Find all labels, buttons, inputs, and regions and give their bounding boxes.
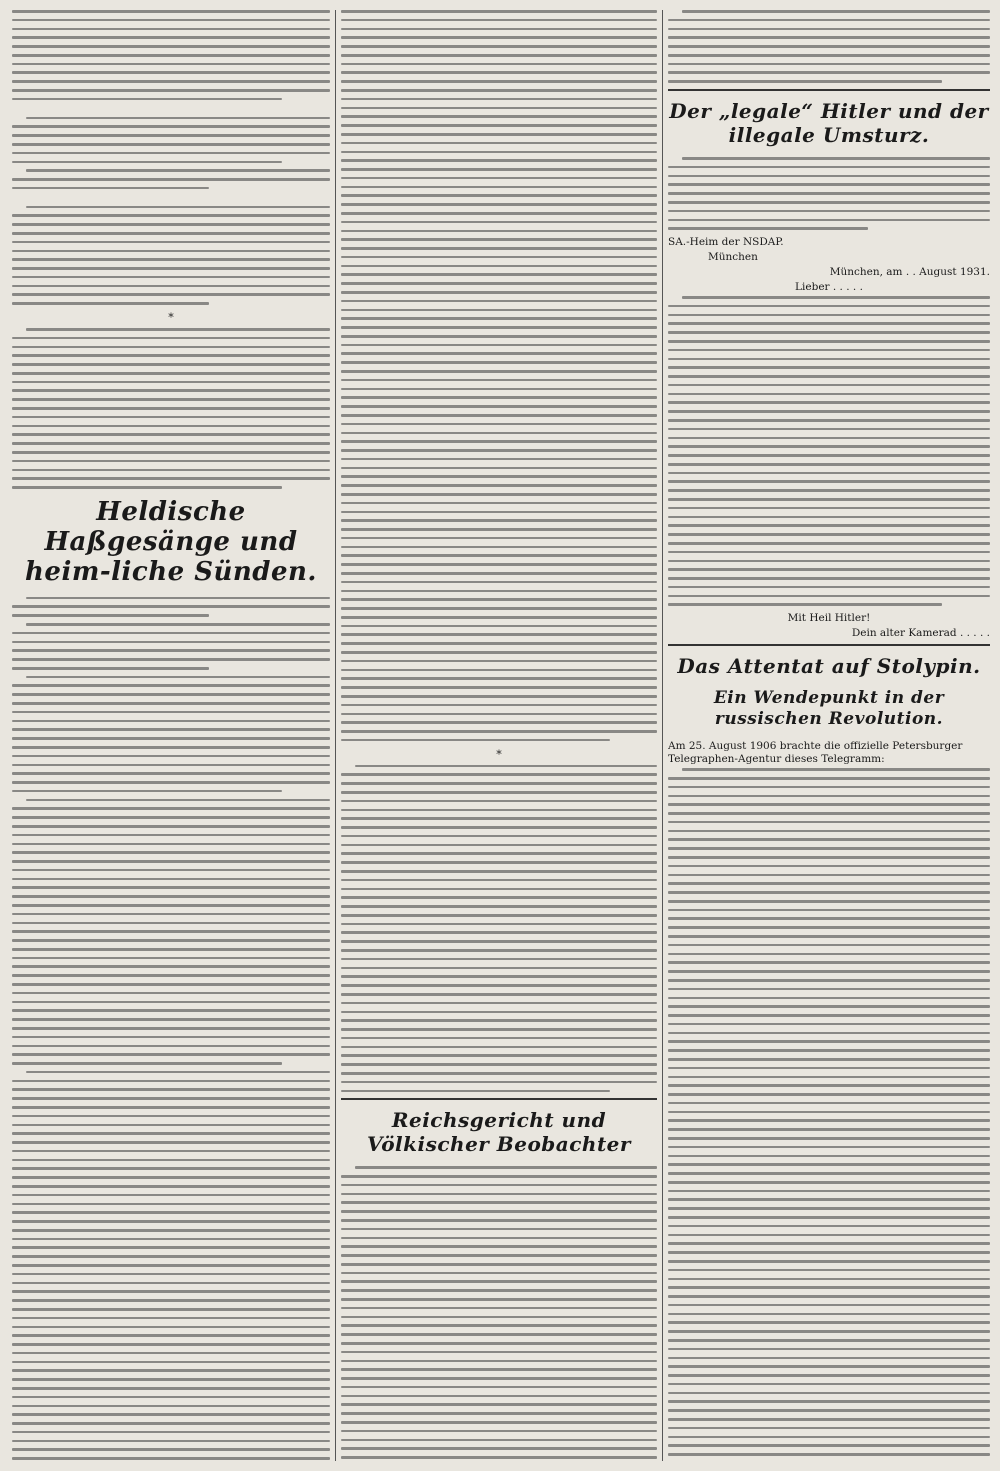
article-body-text: * bbox=[12, 10, 330, 489]
article-body-text bbox=[668, 157, 990, 230]
letter-signature: Dein alter Kamerad . . . . . bbox=[851, 627, 990, 640]
article-body-text bbox=[341, 1166, 657, 1461]
letter-salutation: Lieber . . . . . bbox=[795, 281, 863, 294]
article-lead: Am 25. August 1906 brachte die offizielle Petersburger Telegraphen-Agentur dieses Telegramm: bbox=[668, 740, 963, 766]
subheadline-wendepunkt: Ein Wendepunkt in der russischen Revolution. bbox=[713, 688, 945, 730]
letter-dateline: München, am . . August 1931. bbox=[829, 266, 990, 279]
headline-heldische-hassgesaenge: Heldische Haßgesänge und heim-liche Sünden. bbox=[25, 496, 317, 587]
headline-legaler-hitler: Der „legale“ Hitler und der illegale Umsturz. bbox=[669, 99, 989, 148]
letter-sender: SA.-Heim der NSDAP. bbox=[668, 236, 784, 249]
article-body-text: * bbox=[341, 10, 657, 1092]
headline-attentat-stolypin: Das Attentat auf Stolypin. bbox=[677, 654, 981, 679]
column-middle bbox=[341, 10, 657, 1461]
column-divider bbox=[335, 10, 336, 1461]
column-left bbox=[12, 10, 330, 1461]
headline-reichsgericht: Reichsgericht und Völkischer Beobachter bbox=[367, 1108, 631, 1157]
article-body-text bbox=[668, 768, 990, 1461]
column-divider bbox=[662, 10, 663, 1461]
article-body-text bbox=[12, 597, 330, 1461]
letter-body-text bbox=[668, 296, 990, 606]
letter-closing: Mit Heil Hitler! bbox=[787, 612, 871, 625]
letter-city: München bbox=[708, 251, 758, 264]
column-right bbox=[668, 10, 990, 1461]
article-body-text bbox=[668, 10, 990, 83]
